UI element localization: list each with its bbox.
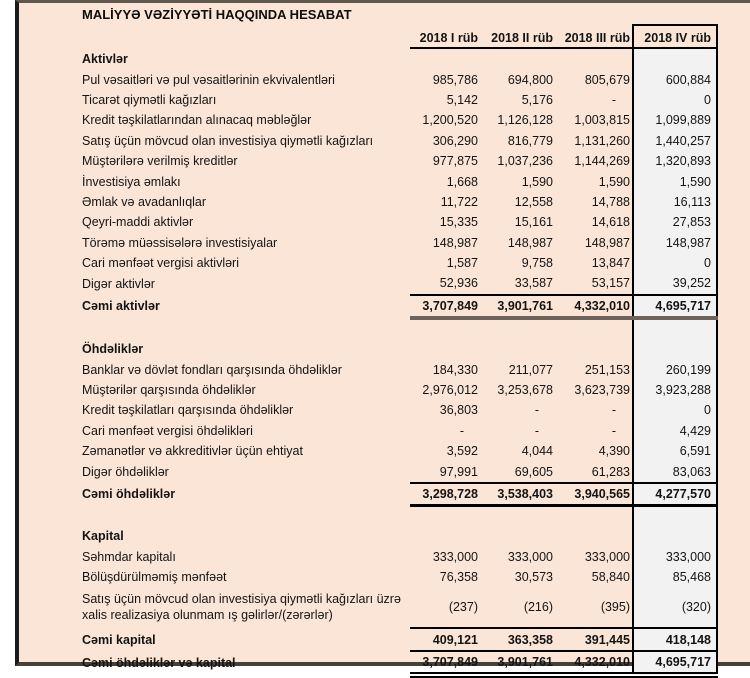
- value-cell: 3,707,849: [410, 651, 480, 675]
- table-row: [82, 192, 717, 212]
- value-cell: 985,786: [432, 72, 478, 87]
- value-cell: 333,000: [507, 549, 553, 564]
- value-cell: [410, 48, 480, 69]
- value-cell: 36,803: [439, 403, 478, 418]
- row-label: İnvestisiya əmlakı: [82, 174, 181, 189]
- table-row: [82, 380, 717, 400]
- value-cell: 85,468: [633, 567, 717, 587]
- value-cell: [410, 526, 480, 546]
- value-cell: 391,445: [555, 628, 633, 650]
- value-cell: [410, 339, 480, 359]
- row-label: Ticarət qiymətli kağızları: [82, 92, 217, 107]
- value-cell: (395): [600, 600, 630, 615]
- value-cell: 1,590: [521, 174, 553, 189]
- table-body: [82, 48, 717, 675]
- value-cell: (216): [523, 600, 553, 615]
- value-cell: 977,875: [432, 154, 478, 169]
- value-cell: 83,063: [633, 461, 717, 482]
- row-label: Bölüşdürülməmiş mənfəət: [82, 570, 227, 585]
- value-cell: 69,605: [514, 464, 553, 479]
- section-header-row: [82, 526, 717, 546]
- value-cell: 4,390: [598, 444, 630, 459]
- value-cell: 1,587: [446, 256, 478, 271]
- value-cell: 39,252: [633, 273, 717, 294]
- column-header: 2018 II rüb: [480, 25, 555, 48]
- value-cell: 184,330: [432, 362, 478, 377]
- row-label: Cəmi öhdəliklər: [82, 487, 176, 502]
- value-cell: [480, 48, 555, 69]
- row-label: Kredit təşkilatlarından alınacaq məbləğlər: [82, 113, 312, 128]
- row-label: Səhmdar kapitalı: [82, 549, 176, 564]
- table-row: [82, 90, 717, 110]
- value-cell: 15,161: [514, 215, 553, 230]
- row-label: [82, 506, 410, 527]
- value-cell: 4,277,570: [633, 483, 717, 506]
- value-cell: [555, 339, 633, 359]
- value-cell: 4,332,010: [555, 295, 633, 318]
- value-cell: 61,283: [591, 464, 630, 479]
- value-cell: 1,590: [598, 174, 630, 189]
- table-row: [82, 441, 717, 461]
- value-cell: 76,358: [439, 570, 478, 585]
- row-label: Kapital: [82, 529, 124, 544]
- value-cell: 13,847: [591, 256, 630, 271]
- value-cell: 1,126,128: [497, 113, 553, 128]
- total-row: [82, 483, 717, 506]
- column-header: 2018 I rüb: [410, 25, 480, 48]
- value-cell: 148,987: [507, 235, 553, 250]
- value-cell: 148,987: [432, 235, 478, 250]
- row-label: Kredit təşkilatları qarşısında öhdəliklər: [82, 403, 294, 418]
- section-header-row: [82, 339, 717, 359]
- value-cell: 52,936: [439, 276, 478, 291]
- value-cell: 3,923,288: [633, 380, 717, 400]
- value-cell: 2,976,012: [422, 383, 478, 398]
- value-cell: 409,121: [410, 628, 480, 650]
- value-cell: 33,587: [514, 276, 553, 291]
- value-cell: 58,840: [591, 570, 630, 585]
- value-cell: 3,623,739: [574, 383, 630, 398]
- value-cell: [633, 318, 717, 339]
- value-cell: 3,538,403: [480, 483, 555, 506]
- value-cell: 4,695,717: [633, 651, 717, 675]
- value-cell: 14,618: [591, 215, 630, 230]
- value-cell: 1,003,815: [574, 113, 630, 128]
- value-cell: -: [534, 403, 539, 418]
- row-label: Pul vəsaitləri və pul vəsaitlərinin ekvivalentləri: [82, 72, 335, 87]
- row-label: Digər aktivlər: [82, 276, 155, 291]
- value-cell: 16,113: [633, 192, 717, 212]
- row-label: Cəmi aktivlər: [82, 299, 160, 314]
- table-row: [82, 151, 717, 171]
- value-cell: [633, 506, 717, 527]
- value-cell: (237): [448, 600, 478, 615]
- value-cell: [555, 48, 633, 69]
- value-cell: 805,679: [584, 72, 630, 87]
- column-header-row: [82, 25, 717, 48]
- table-row: [82, 171, 717, 191]
- table-row: [82, 69, 717, 89]
- value-cell: [633, 526, 717, 546]
- value-cell: 4,695,717: [633, 295, 717, 318]
- row-label: Müştərilər qarşısında öhdəliklər: [82, 383, 256, 398]
- value-cell: 27,853: [633, 212, 717, 232]
- value-cell: -: [459, 423, 464, 438]
- row-label: Aktivlər: [82, 51, 128, 66]
- value-cell: 14,788: [591, 194, 630, 209]
- value-cell: -: [534, 423, 539, 438]
- value-cell: 97,991: [439, 464, 478, 479]
- value-cell: 4,044: [521, 444, 553, 459]
- table-row: [82, 587, 717, 628]
- value-cell: [633, 48, 717, 69]
- value-cell: 6,591: [633, 441, 717, 461]
- value-cell: 211,077: [508, 362, 553, 377]
- value-cell: 1,131,260: [574, 133, 630, 148]
- row-label: Zəmanətlər və akkreditivlər üçün ehtiyat: [82, 444, 303, 459]
- value-cell: 260,199: [633, 359, 717, 379]
- value-cell: 4,332,010: [555, 651, 633, 675]
- grand-total-row: [82, 651, 717, 675]
- value-cell: -: [611, 403, 616, 418]
- value-cell: 816,779: [507, 133, 553, 148]
- value-cell: 306,290: [432, 133, 478, 148]
- total-row: [82, 295, 717, 318]
- value-cell: 3,707,849: [410, 295, 480, 318]
- section-header-row: [82, 48, 717, 69]
- row-label: Öhdəliklər: [82, 342, 144, 357]
- table-row: [82, 359, 717, 379]
- value-cell: 333,000: [432, 549, 478, 564]
- row-label: Cəmi kapital: [82, 632, 156, 647]
- report-title: MALİYYƏ VƏZİYYƏTİ HAQQINDA HESABAT: [82, 7, 352, 22]
- value-cell: 363,358: [480, 628, 555, 650]
- value-cell: 53,157: [591, 276, 630, 291]
- value-cell: 5,176: [521, 92, 553, 107]
- row-label: Cəmi öhdəliklər və kapital: [82, 655, 236, 670]
- value-cell: 11,722: [440, 194, 478, 209]
- value-cell: -: [611, 92, 616, 107]
- value-cell: 148,987: [584, 235, 630, 250]
- table-row: [82, 131, 717, 151]
- value-cell: 600,884: [633, 69, 717, 89]
- row-label: Banklar və dövlət fondları qarşısında öhdəliklər: [82, 362, 342, 377]
- table-row: [82, 567, 717, 587]
- value-cell: 3,298,728: [410, 483, 480, 506]
- value-cell: 15,335: [439, 215, 478, 230]
- value-cell: [555, 318, 633, 339]
- table-row: [82, 253, 717, 273]
- value-cell: [480, 526, 555, 546]
- spacer-row: [82, 318, 717, 339]
- value-cell: 3,901,761: [480, 295, 555, 318]
- value-cell: 1,144,269: [574, 154, 630, 169]
- value-cell: 3,592: [446, 444, 478, 459]
- value-cell: 148,987: [633, 233, 717, 253]
- table-row: [82, 110, 717, 130]
- value-cell: 0: [633, 253, 717, 273]
- value-cell: 0: [633, 400, 717, 420]
- value-cell: 5,142: [446, 92, 478, 107]
- row-label: Cari mənfəət vergisi aktivləri: [82, 256, 239, 271]
- value-cell: 30,573: [514, 570, 553, 585]
- table-row: [82, 547, 717, 567]
- value-cell: 1,200,520: [422, 113, 478, 128]
- table-header: [82, 25, 717, 48]
- table-row: [82, 400, 717, 420]
- value-cell: 333,000: [584, 549, 630, 564]
- row-label-header: [82, 25, 410, 48]
- spacer-row: [82, 506, 717, 527]
- value-cell: 251,153: [584, 362, 630, 377]
- value-cell: (320): [633, 587, 717, 628]
- value-cell: 3,253,678: [497, 383, 553, 398]
- row-label: Törəmə müəssisələrə investisiyalar: [82, 235, 278, 250]
- report-frame: [15, 0, 750, 670]
- value-cell: 694,800: [507, 72, 553, 87]
- value-cell: 9,758: [521, 256, 553, 271]
- value-cell: 1,037,236: [497, 154, 553, 169]
- value-cell: 4,429: [633, 421, 717, 441]
- value-cell: [480, 506, 555, 527]
- financial-statement-table: [82, 24, 718, 678]
- value-cell: [480, 318, 555, 339]
- value-cell: 1,590: [633, 171, 717, 191]
- value-cell: 0: [633, 90, 717, 110]
- row-label: Əmlak və avadanlıqlar: [82, 194, 207, 209]
- value-cell: [555, 526, 633, 546]
- row-label: Satış üçün mövcud olan investisiya qiymətli kağızları: [82, 133, 374, 148]
- value-cell: 3,940,565: [555, 483, 633, 506]
- table-row: [82, 233, 717, 253]
- value-cell: 333,000: [633, 547, 717, 567]
- row-label: Digər öhdəliklər: [82, 465, 169, 480]
- table-row: [82, 421, 717, 441]
- value-cell: [410, 506, 480, 527]
- row-label: [82, 318, 410, 339]
- value-cell: -: [611, 423, 616, 438]
- value-cell: 1,668: [446, 174, 478, 189]
- total-row: [82, 628, 717, 650]
- table-row: [82, 461, 717, 482]
- row-label: Cari mənfəət vergisi öhdəlikləri: [82, 423, 253, 438]
- column-header: 2018 III rüb: [555, 25, 633, 48]
- value-cell: 1,440,257: [633, 131, 717, 151]
- value-cell: 12,558: [514, 194, 553, 209]
- row-label: Satış üçün mövcud olan investisiya qiymətli kağızları üzrə xalis realizasiya olunmam ış gəlirlər/(zərərlər): [82, 592, 401, 622]
- row-label: Müştərilərə verilmiş kreditlər: [82, 154, 238, 169]
- value-cell: [633, 339, 717, 359]
- value-cell: [480, 339, 555, 359]
- column-header: 2018 IV rüb: [633, 25, 717, 48]
- row-label: Qeyri-maddi aktivlər: [82, 215, 194, 230]
- value-cell: [555, 506, 633, 527]
- value-cell: [410, 318, 480, 339]
- table-row: [82, 212, 717, 232]
- value-cell: 418,148: [633, 628, 717, 650]
- value-cell: 3,901,761: [480, 651, 555, 675]
- value-cell: 1,099,889: [633, 110, 717, 130]
- table-row: [82, 273, 717, 294]
- value-cell: 1,320,893: [633, 151, 717, 171]
